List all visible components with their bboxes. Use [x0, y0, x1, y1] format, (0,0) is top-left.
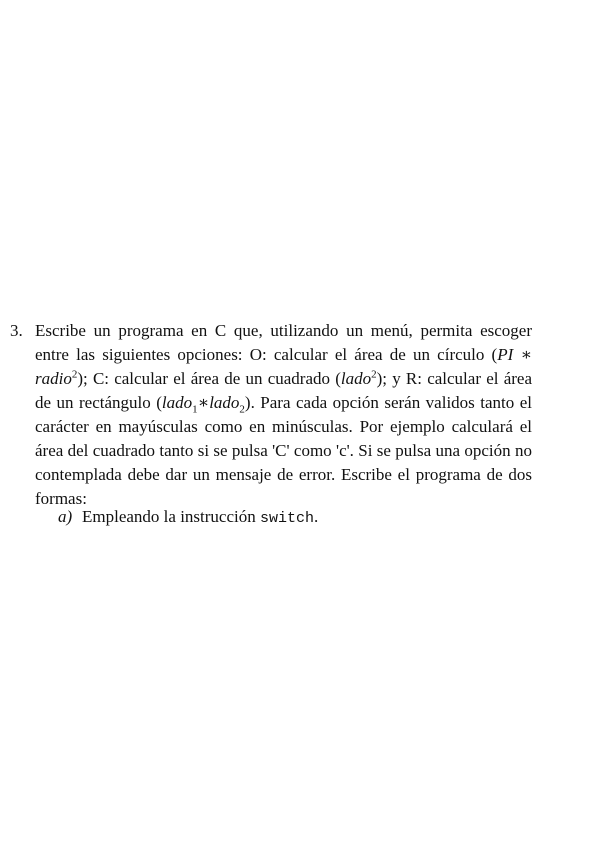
- math-lado-2: lado: [209, 393, 240, 412]
- statement-text-1: Escribe un programa en C que, utilizando un menú, permita escoger entre las siguientes opciones: O: calcular el área de un círculo (: [35, 321, 532, 364]
- exercise-number: 3.: [10, 321, 23, 340]
- statement-text-2: ); C: calcular el área de un cuadrado (: [77, 369, 341, 388]
- exercise-statement: [35, 319, 532, 511]
- math-times-2: ∗: [197, 393, 210, 412]
- subitem-a: [58, 505, 318, 531]
- math-lado: lado: [340, 369, 372, 388]
- statement-text-4: ). Para cada opción serán validos tanto el carácter en mayúsculas como en minúsculas. Por ejemplo calculará el área del cuadrado tanto si se pulsa 'C' como 'c'. Si se pulsa una opción no contemplada debe dar un mensaje de error. Escribe el programa de dos formas:: [35, 393, 533, 508]
- subitem-a-end: .: [314, 507, 319, 526]
- subitem-a-text: Empleando la instrucción: [82, 507, 260, 526]
- math-lado-1: lado: [161, 393, 193, 412]
- subscript-2: 2: [239, 403, 245, 416]
- superscript-2-radio: 2: [71, 368, 78, 381]
- subscript-1: 1: [192, 403, 198, 416]
- math-times-1: ∗: [513, 345, 532, 364]
- statement-text-3: ); y R: calcular el área de un rectángulo (: [35, 369, 532, 412]
- math-pi: PI: [497, 345, 514, 364]
- subitem-a-label: a): [58, 507, 73, 526]
- math-radio: radio: [35, 369, 72, 388]
- superscript-2-lado: 2: [371, 368, 377, 381]
- subitem-a-code: switch: [259, 510, 314, 527]
